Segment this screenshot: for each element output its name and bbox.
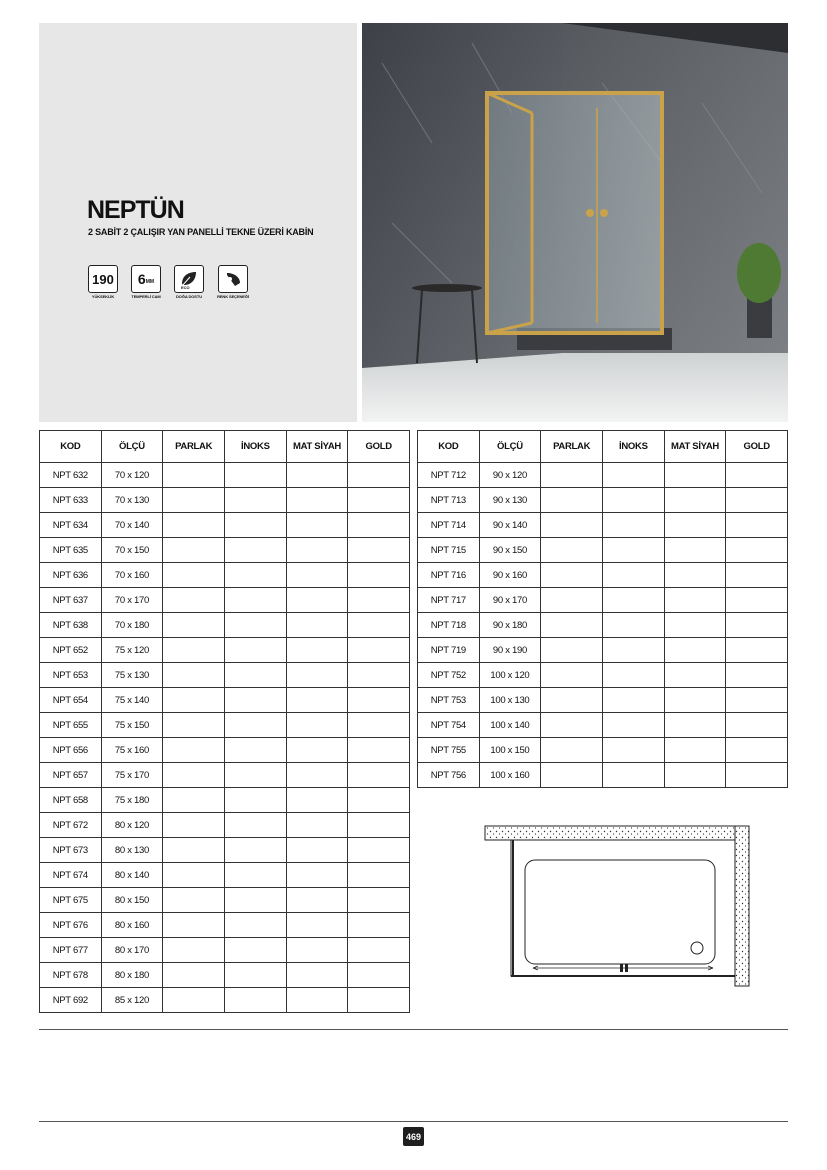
finish-cell: [224, 763, 286, 788]
finish-cell: [726, 688, 788, 713]
finish-cell: [726, 538, 788, 563]
finish-cell: [286, 638, 348, 663]
finish-cell: [286, 838, 348, 863]
finish-cell: [348, 663, 410, 688]
finish-cell: [163, 763, 225, 788]
finish-cell: [348, 613, 410, 638]
table-row: [40, 588, 410, 613]
finish-cell: [224, 463, 286, 488]
finish-cell: [224, 638, 286, 663]
table-row: [40, 613, 410, 638]
product-size: 90 x 180: [479, 613, 541, 638]
product-code: NPT 752: [418, 663, 480, 688]
product-code: NPT 658: [40, 788, 102, 813]
product-code: NPT 675: [40, 888, 102, 913]
product-size: 70 x 120: [101, 463, 163, 488]
finish-cell: [664, 763, 726, 788]
finish-cell: [286, 563, 348, 588]
col-header: PARLAK: [163, 431, 225, 463]
product-code: NPT 657: [40, 763, 102, 788]
product-size: 80 x 180: [101, 963, 163, 988]
product-size: 90 x 140: [479, 513, 541, 538]
product-code: NPT 677: [40, 938, 102, 963]
product-code: NPT 672: [40, 813, 102, 838]
finish-cell: [348, 738, 410, 763]
finish-cell: [163, 588, 225, 613]
product-size: 70 x 130: [101, 488, 163, 513]
product-size: 70 x 180: [101, 613, 163, 638]
col-header: KOD: [418, 431, 480, 463]
product-subtitle: 2 SABİT 2 ÇALIŞIR YAN PANELLİ TEKNE ÜZERİ KABİN: [88, 227, 314, 237]
table-row: [40, 988, 410, 1013]
finish-cell: [602, 563, 664, 588]
finish-cell: [726, 663, 788, 688]
finish-cell: [224, 738, 286, 763]
footer-divider: [39, 1029, 788, 1030]
page-number: 469: [403, 1127, 424, 1146]
finish-cell: [726, 763, 788, 788]
product-size: 80 x 150: [101, 888, 163, 913]
finish-cell: [224, 788, 286, 813]
finish-cell: [224, 913, 286, 938]
finish-cell: [286, 963, 348, 988]
finish-cell: [163, 613, 225, 638]
product-code: NPT 656: [40, 738, 102, 763]
finish-cell: [286, 663, 348, 688]
finish-cell: [541, 538, 603, 563]
finish-cell: [602, 538, 664, 563]
finish-cell: [726, 588, 788, 613]
table-row: [40, 813, 410, 838]
finish-cell: [224, 838, 286, 863]
eco-label: DOĞA DOSTU: [176, 294, 202, 299]
product-size: 90 x 190: [479, 638, 541, 663]
finish-cell: [224, 888, 286, 913]
finish-cell: [541, 663, 603, 688]
finish-cell: [664, 488, 726, 513]
finish-cell: [286, 713, 348, 738]
finish-cell: [541, 488, 603, 513]
right-product-table: [417, 430, 788, 788]
finish-cell: [286, 613, 348, 638]
product-code: NPT 753: [418, 688, 480, 713]
finish-cell: [163, 513, 225, 538]
table-row: [40, 838, 410, 863]
col-header: GOLD: [726, 431, 788, 463]
col-header: KOD: [40, 431, 102, 463]
finish-cell: [286, 813, 348, 838]
finish-cell: [163, 988, 225, 1013]
product-size: 100 x 120: [479, 663, 541, 688]
finish-cell: [286, 888, 348, 913]
glass-label: TEMPERLİ CAM: [131, 294, 161, 299]
finish-cell: [163, 538, 225, 563]
table-row: [418, 738, 788, 763]
finish-cell: [286, 538, 348, 563]
finish-cell: [224, 538, 286, 563]
finish-cell: [348, 463, 410, 488]
finish-cell: [163, 888, 225, 913]
finish-cell: [541, 688, 603, 713]
product-code: NPT 673: [40, 838, 102, 863]
table-row: [40, 713, 410, 738]
product-code: NPT 692: [40, 988, 102, 1013]
cabin-plan-diagram: [483, 824, 751, 988]
finish-cell: [163, 688, 225, 713]
finish-cell: [163, 863, 225, 888]
finish-cell: [541, 713, 603, 738]
finish-cell: [602, 613, 664, 638]
table-header-row: [418, 431, 788, 463]
shower-cabin-photo: [362, 23, 788, 422]
finish-cell: [163, 713, 225, 738]
finish-cell: [163, 738, 225, 763]
product-size: 90 x 170: [479, 588, 541, 613]
finish-cell: [348, 488, 410, 513]
product-size: 70 x 150: [101, 538, 163, 563]
finish-cell: [163, 563, 225, 588]
col-header: İNOKS: [224, 431, 286, 463]
product-size: 90 x 150: [479, 538, 541, 563]
finish-cell: [348, 638, 410, 663]
col-header: MAT SİYAH: [664, 431, 726, 463]
product-code: NPT 713: [418, 488, 480, 513]
product-size: 70 x 170: [101, 588, 163, 613]
product-code: NPT 715: [418, 538, 480, 563]
product-size: 100 x 150: [479, 738, 541, 763]
product-title: NEPTÜN: [87, 196, 184, 224]
finish-cell: [726, 463, 788, 488]
finish-cell: [224, 513, 286, 538]
product-code: NPT 652: [40, 638, 102, 663]
product-size: 75 x 150: [101, 713, 163, 738]
finish-cell: [224, 563, 286, 588]
finish-cell: [224, 713, 286, 738]
finish-cell: [541, 563, 603, 588]
finish-cell: [602, 663, 664, 688]
finish-cell: [541, 513, 603, 538]
product-code: NPT 719: [418, 638, 480, 663]
finish-cell: [163, 963, 225, 988]
product-code: NPT 654: [40, 688, 102, 713]
finish-cell: [602, 488, 664, 513]
table-row: [418, 563, 788, 588]
table-row: [418, 638, 788, 663]
finish-cell: [286, 988, 348, 1013]
product-code: NPT 674: [40, 863, 102, 888]
finish-cell: [541, 613, 603, 638]
finish-cell: [348, 938, 410, 963]
finish-cell: [602, 588, 664, 613]
finish-cell: [664, 663, 726, 688]
table-row: [418, 463, 788, 488]
finish-cell: [726, 738, 788, 763]
finish-cell: [602, 713, 664, 738]
product-code: NPT 716: [418, 563, 480, 588]
finish-cell: [348, 588, 410, 613]
finish-cell: [224, 588, 286, 613]
col-header: PARLAK: [541, 431, 603, 463]
product-code: NPT 637: [40, 588, 102, 613]
product-code: NPT 754: [418, 713, 480, 738]
product-code: NPT 638: [40, 613, 102, 638]
product-code: NPT 718: [418, 613, 480, 638]
finish-cell: [348, 888, 410, 913]
table-row: [418, 763, 788, 788]
product-code: NPT 653: [40, 663, 102, 688]
finish-cell: [348, 913, 410, 938]
table-row: [40, 763, 410, 788]
finish-cell: [163, 663, 225, 688]
product-code: NPT 756: [418, 763, 480, 788]
finish-cell: [224, 863, 286, 888]
table-row: [418, 663, 788, 688]
finish-cell: [224, 688, 286, 713]
finish-cell: [163, 938, 225, 963]
table-row: [40, 938, 410, 963]
finish-cell: [664, 513, 726, 538]
color-drop-icon: [218, 265, 248, 293]
product-size: 80 x 170: [101, 938, 163, 963]
height-label: YÜKSEKLİK: [91, 294, 115, 299]
finish-cell: [163, 788, 225, 813]
table-row: [418, 588, 788, 613]
product-code: NPT 678: [40, 963, 102, 988]
finish-cell: [286, 588, 348, 613]
table-row: [418, 488, 788, 513]
product-size: 80 x 130: [101, 838, 163, 863]
finish-cell: [664, 738, 726, 763]
table-row: [418, 513, 788, 538]
finish-cell: [348, 763, 410, 788]
finish-cell: [224, 488, 286, 513]
finish-cell: [602, 763, 664, 788]
finish-cell: [348, 813, 410, 838]
finish-cell: [726, 513, 788, 538]
finish-cell: [348, 963, 410, 988]
product-size: 80 x 160: [101, 913, 163, 938]
finish-cell: [726, 488, 788, 513]
product-size: 80 x 120: [101, 813, 163, 838]
finish-cell: [602, 638, 664, 663]
table-row: [40, 738, 410, 763]
finish-cell: [224, 613, 286, 638]
table-row: [40, 513, 410, 538]
table-row: [418, 688, 788, 713]
product-size: 90 x 160: [479, 563, 541, 588]
finish-cell: [286, 863, 348, 888]
finish-cell: [602, 463, 664, 488]
finish-cell: [726, 563, 788, 588]
bottom-divider: [39, 1121, 788, 1122]
finish-cell: [163, 463, 225, 488]
product-code: NPT 632: [40, 463, 102, 488]
finish-cell: [163, 813, 225, 838]
product-size: 100 x 140: [479, 713, 541, 738]
table-row: [418, 613, 788, 638]
color-option-label: RENK SEÇENEĞİ: [217, 294, 249, 299]
finish-cell: [286, 488, 348, 513]
product-code: NPT 712: [418, 463, 480, 488]
table-row: [40, 463, 410, 488]
finish-cell: [286, 738, 348, 763]
product-code: NPT 633: [40, 488, 102, 513]
finish-cell: [726, 713, 788, 738]
table-row: [418, 538, 788, 563]
product-code: NPT 676: [40, 913, 102, 938]
table-row: [40, 538, 410, 563]
finish-cell: [286, 688, 348, 713]
finish-cell: [664, 463, 726, 488]
product-size: 70 x 160: [101, 563, 163, 588]
finish-cell: [664, 688, 726, 713]
finish-cell: [224, 963, 286, 988]
finish-cell: [541, 738, 603, 763]
finish-cell: [348, 838, 410, 863]
finish-cell: [286, 463, 348, 488]
finish-cell: [163, 638, 225, 663]
table-row: [40, 638, 410, 663]
finish-cell: [664, 613, 726, 638]
product-size: 75 x 160: [101, 738, 163, 763]
left-product-table: [39, 430, 410, 1013]
product-code: NPT 634: [40, 513, 102, 538]
product-size: 85 x 120: [101, 988, 163, 1013]
product-code: NPT 755: [418, 738, 480, 763]
finish-cell: [348, 788, 410, 813]
finish-cell: [602, 688, 664, 713]
col-header: GOLD: [348, 431, 410, 463]
product-size: 75 x 130: [101, 663, 163, 688]
glass-thickness-badge: 6 MM: [131, 265, 161, 293]
table-row: [418, 713, 788, 738]
product-size: 75 x 180: [101, 788, 163, 813]
table-row: [40, 963, 410, 988]
finish-cell: [348, 863, 410, 888]
table-header-row: [40, 431, 410, 463]
finish-cell: [726, 613, 788, 638]
finish-cell: [286, 763, 348, 788]
finish-cell: [224, 938, 286, 963]
product-code: NPT 635: [40, 538, 102, 563]
finish-cell: [726, 638, 788, 663]
finish-cell: [664, 563, 726, 588]
col-header: MAT SİYAH: [286, 431, 348, 463]
finish-cell: [286, 913, 348, 938]
product-size: 90 x 130: [479, 488, 541, 513]
finish-cell: [348, 688, 410, 713]
col-header: ÖLÇÜ: [479, 431, 541, 463]
finish-cell: [163, 488, 225, 513]
table-row: [40, 788, 410, 813]
finish-cell: [286, 788, 348, 813]
product-size: 90 x 120: [479, 463, 541, 488]
product-code: NPT 636: [40, 563, 102, 588]
height-badge: 190: [88, 265, 118, 293]
finish-cell: [224, 813, 286, 838]
table-row: [40, 488, 410, 513]
finish-cell: [602, 513, 664, 538]
finish-cell: [541, 588, 603, 613]
finish-cell: [163, 913, 225, 938]
finish-cell: [348, 513, 410, 538]
product-size: 70 x 140: [101, 513, 163, 538]
finish-cell: [541, 763, 603, 788]
finish-cell: [224, 988, 286, 1013]
col-header: İNOKS: [602, 431, 664, 463]
product-size: 75 x 140: [101, 688, 163, 713]
finish-cell: [224, 663, 286, 688]
product-size: 80 x 140: [101, 863, 163, 888]
finish-cell: [286, 513, 348, 538]
finish-cell: [664, 638, 726, 663]
finish-cell: [664, 588, 726, 613]
finish-cell: [664, 538, 726, 563]
product-code: NPT 717: [418, 588, 480, 613]
finish-cell: [348, 563, 410, 588]
table-row: [40, 863, 410, 888]
product-size: 75 x 120: [101, 638, 163, 663]
table-row: [40, 888, 410, 913]
product-size: 100 x 130: [479, 688, 541, 713]
finish-cell: [541, 463, 603, 488]
product-code: NPT 655: [40, 713, 102, 738]
finish-cell: [286, 938, 348, 963]
finish-cell: [348, 713, 410, 738]
finish-cell: [348, 538, 410, 563]
table-row: [40, 663, 410, 688]
finish-cell: [541, 638, 603, 663]
product-code: NPT 714: [418, 513, 480, 538]
table-row: [40, 688, 410, 713]
finish-cell: [348, 988, 410, 1013]
finish-cell: [602, 738, 664, 763]
finish-cell: [163, 838, 225, 863]
product-size: 75 x 170: [101, 763, 163, 788]
col-header: ÖLÇÜ: [101, 431, 163, 463]
table-row: [40, 913, 410, 938]
product-size: 100 x 160: [479, 763, 541, 788]
table-row: [40, 563, 410, 588]
finish-cell: [664, 713, 726, 738]
